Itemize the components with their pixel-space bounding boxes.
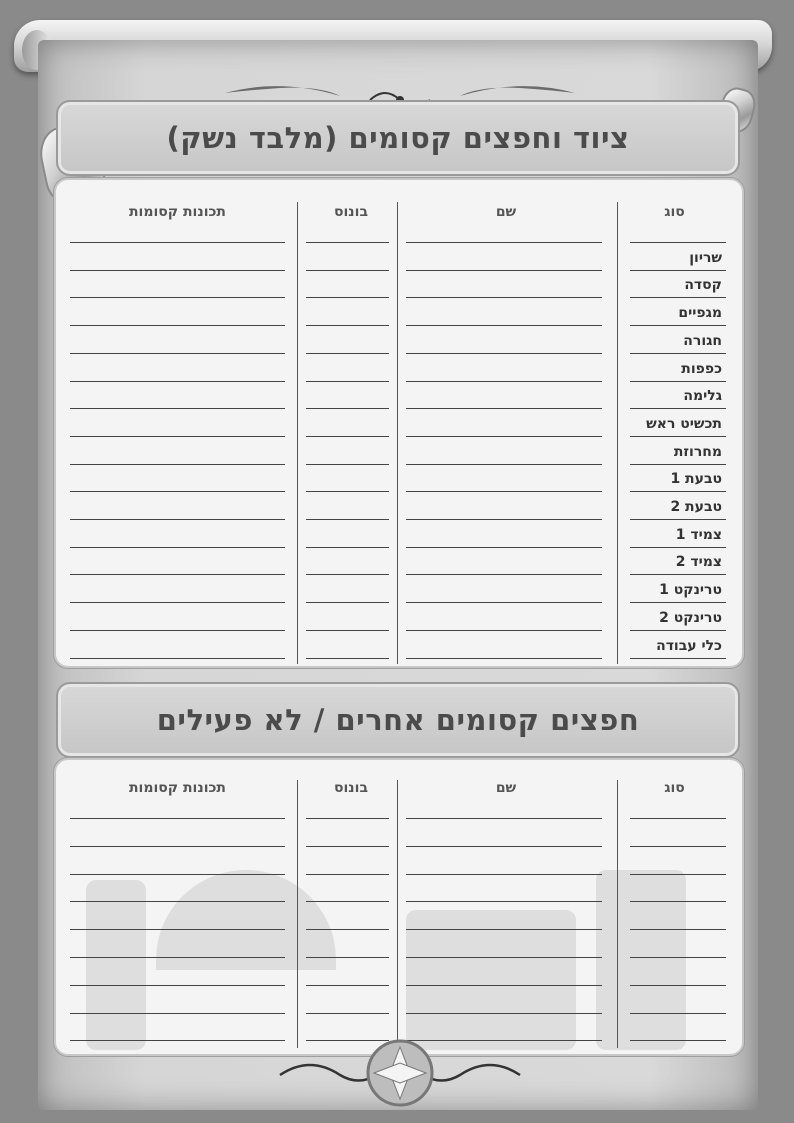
write-line[interactable]: [306, 491, 389, 492]
slot-label: חגורה: [683, 332, 722, 349]
write-line[interactable]: [630, 353, 726, 354]
write-line[interactable]: [630, 901, 726, 902]
write-line[interactable]: [306, 929, 389, 930]
write-line[interactable]: [70, 1040, 285, 1041]
write-line[interactable]: [630, 929, 726, 930]
write-line[interactable]: [70, 901, 285, 902]
write-line[interactable]: [630, 957, 726, 958]
write-line[interactable]: [70, 547, 285, 548]
write-line[interactable]: [406, 957, 602, 958]
write-line[interactable]: [406, 658, 602, 659]
write-line[interactable]: [70, 602, 285, 603]
write-line[interactable]: [70, 985, 285, 986]
write-line[interactable]: [70, 270, 285, 271]
write-line[interactable]: [406, 602, 602, 603]
write-line[interactable]: [306, 846, 389, 847]
write-line[interactable]: [70, 574, 285, 575]
equipment-table: [54, 178, 744, 668]
write-line[interactable]: [630, 270, 726, 271]
col-header-type: סוג: [664, 204, 685, 220]
write-line[interactable]: [70, 929, 285, 930]
section1-header: [56, 100, 740, 176]
column-divider: [397, 202, 398, 664]
write-line[interactable]: [406, 818, 602, 819]
write-line[interactable]: [630, 1013, 726, 1014]
write-line[interactable]: [406, 901, 602, 902]
write-line[interactable]: [70, 325, 285, 326]
write-line[interactable]: [630, 408, 726, 409]
write-line[interactable]: [306, 1013, 389, 1014]
write-line[interactable]: [630, 658, 726, 659]
write-line[interactable]: [306, 519, 389, 520]
write-line[interactable]: [70, 408, 285, 409]
write-line[interactable]: [70, 818, 285, 819]
write-line[interactable]: [70, 242, 285, 243]
column-divider: [297, 780, 298, 1048]
write-line[interactable]: [306, 985, 389, 986]
write-line[interactable]: [406, 519, 602, 520]
write-line[interactable]: [406, 985, 602, 986]
watermark-arch: [156, 870, 336, 970]
write-line[interactable]: [306, 436, 389, 437]
write-line[interactable]: [70, 874, 285, 875]
write-line[interactable]: [630, 574, 726, 575]
write-line[interactable]: [306, 957, 389, 958]
slot-label: טבעת 2: [670, 499, 722, 515]
write-line[interactable]: [630, 547, 726, 548]
write-line[interactable]: [630, 519, 726, 520]
write-line[interactable]: [406, 574, 602, 575]
write-line[interactable]: [630, 297, 726, 298]
write-line[interactable]: [306, 574, 389, 575]
write-line[interactable]: [406, 846, 602, 847]
slot-label: מגפיים: [678, 305, 722, 322]
write-line[interactable]: [306, 353, 389, 354]
watermark-pillar: [596, 870, 686, 1050]
write-line[interactable]: [70, 519, 285, 520]
write-line[interactable]: [306, 242, 389, 243]
write-line[interactable]: [306, 408, 389, 409]
column-divider: [397, 780, 398, 1048]
column-divider: [617, 780, 618, 1048]
write-line[interactable]: [306, 381, 389, 382]
write-line[interactable]: [406, 464, 602, 465]
write-line[interactable]: [406, 491, 602, 492]
col-header-bonus: בונוס: [333, 780, 368, 796]
slot-label: כפפות: [681, 360, 722, 377]
section2-title: חפצים קסומים אחרים / לא פעילים: [156, 703, 640, 737]
col-header-name: שם: [495, 204, 517, 220]
write-line[interactable]: [306, 818, 389, 819]
write-line[interactable]: [306, 602, 389, 603]
write-line[interactable]: [306, 270, 389, 271]
write-line[interactable]: [406, 297, 602, 298]
write-line[interactable]: [70, 957, 285, 958]
write-line[interactable]: [306, 874, 389, 875]
write-line[interactable]: [306, 630, 389, 631]
watermark-pillar: [86, 880, 146, 1050]
other-items-table: [54, 758, 744, 1056]
write-line[interactable]: [630, 985, 726, 986]
slot-label: שריון: [689, 249, 722, 266]
write-line[interactable]: [306, 547, 389, 548]
column-divider: [617, 202, 618, 664]
section1-title: ציוד וחפצים קסומים (מלבד נשק): [166, 121, 630, 155]
slot-label: טרינקט 1: [659, 582, 722, 599]
slot-label: צמיד 1: [675, 526, 722, 543]
write-line[interactable]: [630, 242, 726, 243]
write-line[interactable]: [630, 464, 726, 465]
write-line[interactable]: [406, 353, 602, 354]
write-line[interactable]: [70, 1013, 285, 1014]
col-header-properties: תכונות קסומות: [128, 780, 226, 796]
col-header-name: שם: [495, 780, 517, 796]
slot-label: כלי עבודה: [656, 637, 722, 654]
write-line[interactable]: [630, 630, 726, 631]
write-line[interactable]: [70, 630, 285, 631]
write-line[interactable]: [70, 464, 285, 465]
write-line[interactable]: [630, 1040, 726, 1041]
slot-label: טבעת 1: [670, 471, 722, 488]
write-line[interactable]: [70, 353, 285, 354]
write-line[interactable]: [630, 436, 726, 437]
slot-label: גלימה: [683, 388, 722, 405]
write-line[interactable]: [406, 436, 602, 437]
write-line[interactable]: [306, 297, 389, 298]
write-line[interactable]: [630, 381, 726, 382]
write-line[interactable]: [406, 408, 602, 409]
slot-label: מחרוזת: [673, 443, 722, 460]
write-line[interactable]: [630, 846, 726, 847]
bottom-ornament: [270, 1035, 530, 1115]
slot-label: צמיד 2: [675, 554, 722, 571]
write-line[interactable]: [406, 325, 602, 326]
write-line[interactable]: [630, 325, 726, 326]
slot-label: קסדה: [684, 277, 722, 294]
column-divider: [297, 202, 298, 664]
col-header-bonus: בונוס: [333, 204, 368, 220]
write-line[interactable]: [406, 381, 602, 382]
write-line[interactable]: [406, 270, 602, 271]
write-line[interactable]: [306, 658, 389, 659]
section2-header: [56, 682, 740, 758]
write-line[interactable]: [306, 325, 389, 326]
write-line[interactable]: [406, 1013, 602, 1014]
write-line[interactable]: [406, 874, 602, 875]
write-line[interactable]: [70, 491, 285, 492]
write-line[interactable]: [306, 464, 389, 465]
write-line[interactable]: [70, 297, 285, 298]
write-line[interactable]: [630, 874, 726, 875]
watermark-pillar: [406, 910, 576, 1050]
write-line[interactable]: [406, 630, 602, 631]
slot-label: טרינקט 2: [659, 609, 722, 626]
write-line[interactable]: [406, 929, 602, 930]
col-header-type: סוג: [664, 780, 685, 796]
write-line[interactable]: [306, 901, 389, 902]
write-line[interactable]: [70, 846, 285, 847]
col-header-properties: תכונות קסומות: [128, 204, 226, 220]
write-line[interactable]: [406, 242, 602, 243]
write-line[interactable]: [630, 491, 726, 492]
write-line[interactable]: [70, 658, 285, 659]
write-line[interactable]: [630, 818, 726, 819]
write-line[interactable]: [406, 547, 602, 548]
write-line[interactable]: [70, 381, 285, 382]
slot-label: תכשיט ראש: [646, 415, 722, 432]
write-line[interactable]: [630, 602, 726, 603]
write-line[interactable]: [70, 436, 285, 437]
